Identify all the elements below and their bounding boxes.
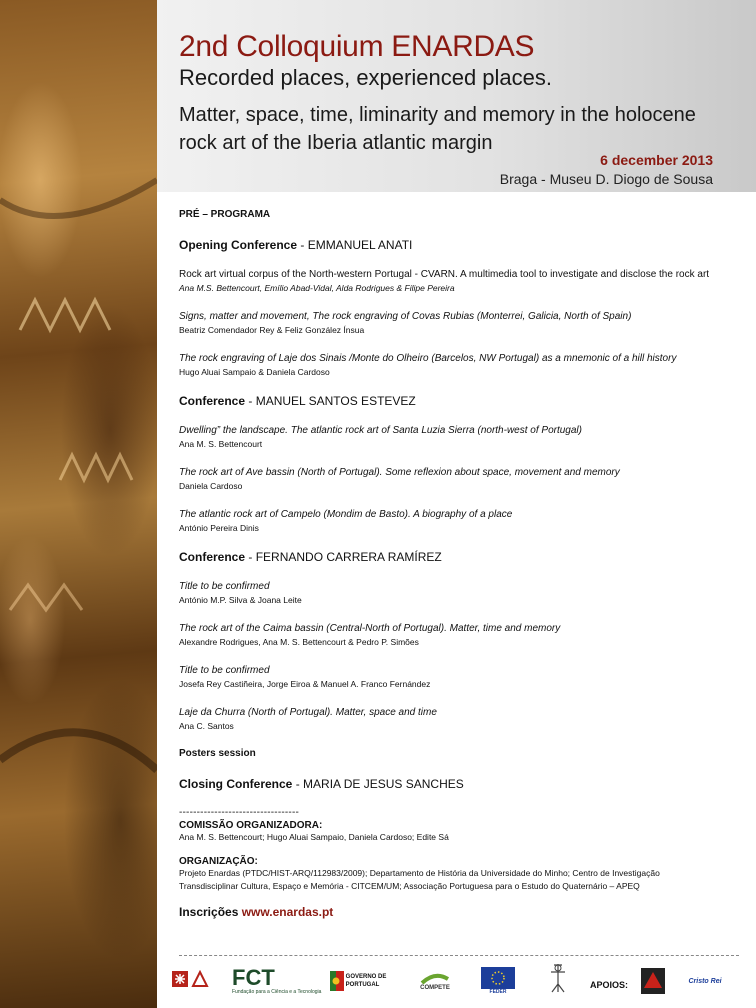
talk [179, 310, 739, 337]
colloquium-subtitle: Recorded places, experienced places. [179, 65, 553, 90]
fct-logo-sub: Fundação para a Ciência e a Tecnologia [232, 989, 322, 995]
program-content [179, 209, 739, 919]
talk [179, 268, 739, 295]
talk-title: Title to be confirmed [179, 581, 270, 592]
registration [179, 905, 739, 919]
talk [179, 424, 739, 451]
talk-authors: Beatriz Comendador Rey & Feliz González Ínsua [179, 325, 365, 335]
talk [179, 580, 739, 607]
talk-title: The rock art of the Caima bassin (Central-North of Portugal). Matter, time and memory [179, 623, 561, 634]
sponsor-logos [170, 962, 750, 1002]
talk-title: Dwelling” the landscape. The atlantic rock art of Santa Luzia Sierra (north-west of Portugal) [179, 425, 582, 436]
organization-label: ORGANIZAÇÃO: [179, 856, 258, 867]
talk-authors: Ana C. Santos [179, 721, 234, 731]
colloquium-title: 2nd Colloquium ENARDAS [179, 30, 535, 63]
talk-authors: António M.P. Silva & Joana Leite [179, 595, 302, 605]
colloquium-theme: Matter, space, time, liminarity and memory in the holocene rock art of the Iberia atlantic margin [179, 104, 696, 154]
talk [179, 706, 739, 733]
talk [179, 664, 739, 691]
talk [179, 466, 739, 493]
conference-speaker: FERNANDO CARRERA RAMÍREZ [255, 550, 442, 564]
organization-text [179, 867, 739, 893]
event-date: 6 december 2013 [600, 152, 713, 168]
talk-authors: António Pereira Dinis [179, 523, 259, 533]
dashed-separator: ---------------------------------- [179, 807, 300, 818]
compete-logo-text: COMPETE [420, 985, 450, 991]
event-place: Braga - Museu D. Diogo de Sousa [499, 171, 713, 187]
committee-members: Ana M. S. Bettencourt; Hugo Aluai Sampaio, Daniela Cardoso; Edite Sá [179, 832, 449, 842]
cristo-rei-logo-text: Cristo Rei [688, 977, 722, 985]
talk-title: Laje da Churra (North of Portugal). Matter, space and time [179, 707, 437, 718]
conference-speaker: EMMANUEL ANATI [307, 238, 413, 252]
talk-title: Signs, matter and movement, The rock engraving of Covas Rubias (Monterrei, Galicia, North of Spain) [179, 311, 632, 322]
posters-session: Posters session [179, 748, 256, 759]
opening-conference: Opening Conference - EMMANUEL ANATI [179, 238, 413, 252]
delta-logo [640, 962, 666, 1000]
organization-line: Transdisciplinar Cultura, Espaço e Memória - CITCEM/UM; Associação Portuguesa para o Estudo do Quaternário – APEQ [179, 881, 640, 891]
conference-label: Opening Conference [179, 238, 298, 252]
registration-label: Inscrições [179, 905, 239, 919]
governo-portugal-logo [328, 962, 388, 1000]
apoios-label: APOIOS: [590, 980, 629, 990]
talk [179, 508, 739, 535]
apeq-figure-logo [544, 962, 572, 1000]
rock-art-photo [0, 0, 157, 1008]
talk-title: Title to be confirmed [179, 665, 270, 676]
talk-authors: Alexandre Rodrigues, Ana M. S. Bettencourt & Pedro P. Simões [179, 637, 419, 647]
committee-label: COMISSÃO ORGANIZADORA: [179, 820, 323, 831]
fct-logo [232, 962, 322, 1000]
gov-logo-line: GOVERNO DE [345, 974, 387, 980]
conference-label: Conference [179, 550, 246, 564]
talk-title: The atlantic rock art of Campelo (Mondim de Basto). A biography of a place [179, 509, 513, 520]
closing-conference: Closing Conference - MARIA DE JESUS SANCHES [179, 777, 464, 791]
conference-speaker: MARIA DE JESUS SANCHES [303, 777, 464, 791]
talk-authors: Josefa Rey Castiñeira, Jorge Eiroa & Manuel A. Franco Fernández [179, 679, 431, 689]
talk-title: The rock engraving of Laje dos Sinais /Monte do Olheiro (Barcelos, NW Portugal) as a mnemonic of a hill history [179, 353, 677, 364]
uminho-logo [170, 962, 210, 1000]
gov-logo-line: PORTUGAL [345, 982, 380, 988]
conference-label: Closing Conference [179, 777, 293, 791]
organization-line: Projeto Enardas (PTDC/HIST-ARQ/112983/2009); Departamento de História da Universidade do Minho; Centro de Investigação [179, 868, 660, 878]
talk-title: Rock art virtual corpus of the North-western Portugal - CVARN. A multimedia tool to investigate and disclose the rock art [179, 269, 710, 280]
footer-rule [179, 955, 739, 956]
conference-label: Conference [179, 394, 246, 408]
cristo-rei-logo [685, 962, 725, 1000]
feder-logo-text: FEDER [489, 989, 507, 995]
talk [179, 622, 739, 649]
registration-link[interactable]: www.enardas.pt [241, 905, 334, 919]
talk-authors: Ana M.S. Bettencourt, Emílio Abad-Vidal, Alda Rodrigues & Filipe Pereira [179, 283, 455, 293]
feder-eu-logo [480, 962, 516, 1000]
conference-carrera: Conference - FERNANDO CARRERA RAMÍREZ [179, 550, 442, 564]
talk-authors: Hugo Aluai Sampaio & Daniela Cardoso [179, 367, 330, 377]
compete-logo [410, 962, 460, 1000]
talk-authors: Daniela Cardoso [179, 481, 243, 491]
talk [179, 352, 739, 379]
program-label: PRÉ – PROGRAMA [179, 209, 271, 220]
petroglyph-lines [0, 0, 157, 1008]
conference-speaker: MANUEL SANTOS ESTEVEZ [255, 394, 416, 408]
talk-authors: Ana M. S. Bettencourt [179, 439, 263, 449]
talk-title: The rock art of Ave bassin (North of Portugal). Some reflexion about space, movement and memory [179, 467, 620, 478]
conference-santos: Conference - MANUEL SANTOS ESTEVEZ [179, 394, 416, 408]
fct-logo-text: FCT [232, 965, 275, 990]
